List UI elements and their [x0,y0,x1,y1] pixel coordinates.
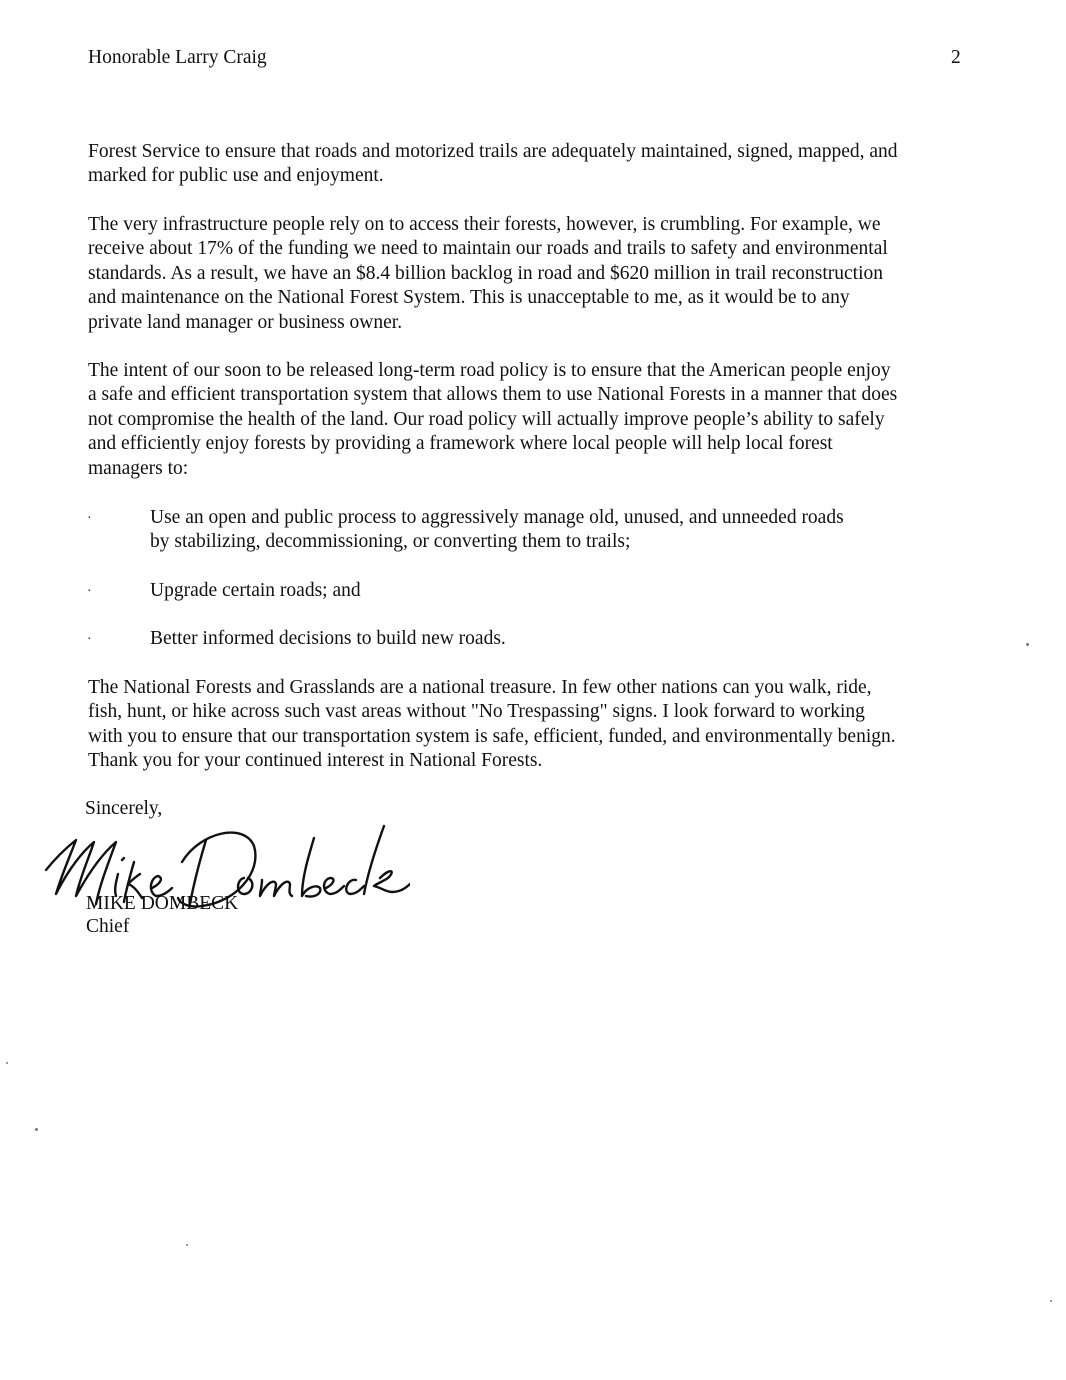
header-addressee: Honorable Larry Craig [88,47,267,68]
signer-name: MIKE DOMBECK [86,893,239,914]
paragraph-line: standards. As a result, we have an $8.4 billion backlog in road and $620 million in trail reconstruction [88,262,883,284]
paragraph-line: managers to: [88,457,189,479]
paragraph-line: and maintenance on the National Forest System. This is unacceptable to me, as it would be to any [88,287,850,309]
bullet-line: Better informed decisions to build new roads. [150,628,506,649]
paragraph-line: not compromise the health of the land. Our road policy will actually improve people’s ability to safely [88,408,885,430]
bullet-marker: · [87,584,92,599]
paragraph-line: The National Forests and Grasslands are a national treasure. In few other nations can you walk, ride, [88,677,872,698]
paragraph-line: with you to ensure that our transportation system is safe, efficient, funded, and environmentally benign. [88,725,896,747]
scan-speck [35,1128,38,1131]
paragraph-line: receive about 17% of the funding we need to maintain our roads and trails to safety and environmental [88,238,888,260]
paragraph-1 [88,140,988,189]
bullet-marker: · [87,632,92,647]
paragraph-line: a safe and efficient transportation system that allows them to use National Forests in a manner that does [88,384,898,406]
paragraph-line: and efficiently enjoy forests by providing a framework where local people will help local forest [88,433,833,455]
scan-speck [1026,643,1029,646]
paragraph-3 [88,359,988,481]
paragraph-line: Thank you for your continued interest in National Forests. [88,750,543,772]
bullet-item-1 [150,506,844,555]
bullet-line: Upgrade certain roads; and [150,580,361,601]
paragraph-line: marked for public use and enjoyment. [88,165,384,187]
paragraph-line: private land manager or business owner. [88,311,403,333]
page-number: 2 [951,47,961,68]
closing-salutation: Sincerely, [85,798,163,819]
bullet-item-3 [150,627,506,651]
paragraph-line: The intent of our soon to be released long-term road policy is to ensure that the American people enjoy [88,360,891,381]
scan-speck [6,1062,8,1064]
bullet-line: Use an open and public process to aggressively manage old, unused, and unneeded roads [150,507,844,528]
paragraph-closing [88,676,988,774]
bullet-item-2 [150,579,361,603]
scan-speck [1050,1300,1052,1302]
signer-title: Chief [86,916,130,937]
bullet-line: by stabilizing, decommissioning, or converting them to trails; [150,531,631,553]
paragraph-line: Forest Service to ensure that roads and motorized trails are adequately maintained, signed, mapped, and [88,141,898,162]
paragraph-2 [88,213,988,335]
bullet-marker: · [87,511,92,526]
paragraph-line: fish, hunt, or hike across such vast areas without "No Trespassing" signs. I look forward to working [88,701,865,723]
scan-speck [186,1244,188,1246]
paragraph-line: The very infrastructure people rely on to access their forests, however, is crumbling. For example, we [88,214,881,235]
